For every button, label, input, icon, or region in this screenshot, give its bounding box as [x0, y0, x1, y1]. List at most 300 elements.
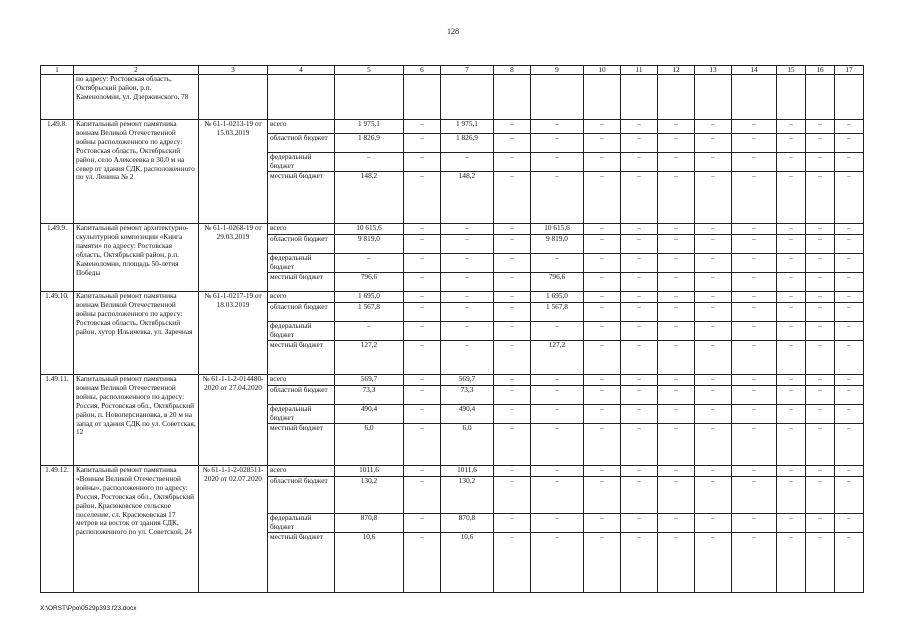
value-cell: – [777, 303, 806, 322]
value-cell: 73,3 [335, 386, 404, 405]
column-number-7: 7 [441, 66, 494, 75]
value-cell: – [777, 120, 806, 134]
budget-label-cell: всего [268, 292, 335, 303]
value-cell: – [584, 466, 621, 477]
value-cell: 9 819,0 [531, 235, 584, 254]
budget-label-cell: всего [268, 224, 335, 235]
item-id-cell: 1.49.11. [41, 375, 74, 466]
value-cell: – [695, 224, 732, 235]
continuation-row [41, 75, 864, 120]
item-id-cell: 1.49.12. [41, 466, 74, 593]
value-cell: – [584, 386, 621, 405]
value-cell: – [621, 322, 658, 341]
value-cell: – [441, 273, 494, 292]
value-cell: – [658, 254, 695, 273]
value-cell: – [621, 466, 658, 477]
page-number: 128 [447, 27, 459, 36]
value-cell: – [494, 405, 531, 424]
value-cell: – [494, 273, 531, 292]
value-cell: – [404, 172, 441, 224]
value-cell: – [835, 405, 864, 424]
value-cell: – [806, 424, 835, 466]
column-number-8: 8 [494, 66, 531, 75]
value-cell: – [777, 375, 806, 386]
value-cell: – [404, 224, 441, 235]
column-number-16: 16 [806, 66, 835, 75]
value-cell: – [835, 477, 864, 514]
value-cell: – [732, 273, 777, 292]
value-cell: – [658, 375, 695, 386]
value-cell: – [835, 303, 864, 322]
value-cell: – [732, 514, 777, 533]
table-row [41, 375, 864, 386]
value-cell: – [835, 424, 864, 466]
value-cell: – [658, 224, 695, 235]
value-cell: – [494, 477, 531, 514]
value-cell: – [658, 386, 695, 405]
value-cell [441, 75, 494, 120]
value-cell: 6,0 [441, 424, 494, 466]
budget-label-cell [268, 75, 335, 120]
value-cell: – [695, 235, 732, 254]
value-cell: – [335, 322, 404, 341]
value-cell: – [494, 120, 531, 134]
item-id-cell: 1.49.9. [41, 224, 74, 292]
table-row [41, 120, 864, 134]
value-cell: – [404, 273, 441, 292]
value-cell: – [584, 292, 621, 303]
value-cell: – [658, 322, 695, 341]
column-number-4: 4 [268, 66, 335, 75]
value-cell: – [404, 134, 441, 153]
value-cell: – [695, 477, 732, 514]
value-cell: 10,6 [335, 533, 404, 593]
budget-label-cell: всего [268, 466, 335, 477]
value-cell: – [732, 224, 777, 235]
value-cell: – [621, 153, 658, 172]
value-cell: 6,0 [335, 424, 404, 466]
value-cell: – [835, 466, 864, 477]
value-cell: – [806, 477, 835, 514]
value-cell: – [404, 341, 441, 375]
value-cell: – [658, 120, 695, 134]
value-cell: 130,2 [441, 477, 494, 514]
value-cell: – [494, 533, 531, 593]
value-cell: – [835, 254, 864, 273]
value-cell: – [806, 514, 835, 533]
table-row [41, 466, 864, 477]
item-description-cell: Капитальный ремонт архитектурно-скульптурной композиции «Книга памяти» по адресу: Ростовская область, Октябрьский район, р.п. Каменоломни, площадь 50-летия Победы [74, 224, 199, 292]
budget-label-cell: всего [268, 375, 335, 386]
value-cell: – [621, 341, 658, 375]
value-cell: – [584, 134, 621, 153]
value-cell: – [494, 322, 531, 341]
value-cell: 796,6 [335, 273, 404, 292]
item-id-cell: 1.49.8. [41, 120, 74, 224]
document-number-cell: № 61-1-1-2-028511-2020 от 02.07.2020 [199, 466, 268, 593]
value-cell [584, 75, 621, 120]
value-cell: – [806, 172, 835, 224]
value-cell: – [835, 322, 864, 341]
column-number-2: 2 [74, 66, 199, 75]
column-number-5: 5 [335, 66, 404, 75]
value-cell: – [777, 405, 806, 424]
value-cell [658, 75, 695, 120]
value-cell: – [695, 134, 732, 153]
value-cell: – [441, 341, 494, 375]
budget-label-cell: местный бюджет [268, 172, 335, 224]
value-cell: – [621, 273, 658, 292]
column-number-15: 15 [777, 66, 806, 75]
value-cell: 9 819,0 [335, 235, 404, 254]
value-cell: – [404, 375, 441, 386]
value-cell: – [404, 405, 441, 424]
value-cell: – [584, 533, 621, 593]
value-cell: – [732, 235, 777, 254]
value-cell: – [658, 153, 695, 172]
value-cell: – [777, 254, 806, 273]
value-cell: – [658, 172, 695, 224]
value-cell: – [531, 322, 584, 341]
value-cell: – [777, 466, 806, 477]
value-cell: – [658, 273, 695, 292]
value-cell: 870,8 [441, 514, 494, 533]
value-cell: – [404, 514, 441, 533]
value-cell: – [806, 273, 835, 292]
value-cell: – [584, 153, 621, 172]
value-cell: – [404, 292, 441, 303]
value-cell: – [441, 292, 494, 303]
value-cell: 127,2 [335, 341, 404, 375]
value-cell: 127,2 [531, 341, 584, 375]
value-cell: – [494, 172, 531, 224]
value-cell: – [404, 386, 441, 405]
value-cell: 1 826,9 [441, 134, 494, 153]
value-cell: – [335, 254, 404, 273]
budget-label-cell: областной бюджет [268, 134, 335, 153]
id-cell [41, 75, 74, 120]
budget-label-cell: местный бюджет [268, 341, 335, 375]
value-cell: 1011,6 [335, 466, 404, 477]
value-cell: – [494, 134, 531, 153]
value-cell: – [531, 405, 584, 424]
budget-label-cell: местный бюджет [268, 424, 335, 466]
budget-label-cell: областной бюджет [268, 303, 335, 322]
budget-label-cell: всего [268, 120, 335, 134]
value-cell: 569,7 [335, 375, 404, 386]
document-number-cell: № 61-1-1-2-014480-2020 от 27.04.2020 [199, 375, 268, 466]
value-cell: – [732, 424, 777, 466]
value-cell: – [695, 322, 732, 341]
value-cell: – [441, 224, 494, 235]
value-cell: – [335, 153, 404, 172]
value-cell: 10 615,6 [335, 224, 404, 235]
value-cell: – [777, 533, 806, 593]
value-cell: – [404, 303, 441, 322]
value-cell: – [531, 120, 584, 134]
value-cell: – [658, 292, 695, 303]
value-cell: – [658, 533, 695, 593]
budget-label-cell: федеральный бюджет [268, 514, 335, 533]
table-row [41, 292, 864, 303]
value-cell: – [732, 477, 777, 514]
value-cell: – [835, 224, 864, 235]
value-cell: – [531, 533, 584, 593]
value-cell: 130,2 [335, 477, 404, 514]
value-cell: – [404, 120, 441, 134]
value-cell: – [695, 514, 732, 533]
value-cell: 10 615,6 [531, 224, 584, 235]
value-cell: 1 567,8 [335, 303, 404, 322]
value-cell: – [494, 235, 531, 254]
item-description-cell: Капитальный ремонт памятника воинам Великой Отечественной войны расположенного по адресу: Ростовская область, Октябрьский район, хутор Ильичевка, ул. Заречная [74, 292, 199, 375]
value-cell: – [777, 322, 806, 341]
budget-label-cell: федеральный бюджет [268, 153, 335, 172]
value-cell: – [806, 386, 835, 405]
value-cell: – [494, 466, 531, 477]
value-cell: – [531, 386, 584, 405]
document-number-cell: № 61-1-0217-19 от 18.03.2019 [199, 292, 268, 375]
column-number-10: 10 [584, 66, 621, 75]
column-number-row [41, 66, 864, 75]
value-cell: – [695, 120, 732, 134]
value-cell: – [584, 120, 621, 134]
value-cell: 1 975,1 [335, 120, 404, 134]
value-cell: – [531, 254, 584, 273]
file-path-footer: X:\ORST\Ppo\0529p393.f23.docx [40, 605, 137, 612]
value-cell [621, 75, 658, 120]
value-cell: – [404, 153, 441, 172]
value-cell: – [621, 292, 658, 303]
value-cell: – [835, 120, 864, 134]
value-cell: – [695, 466, 732, 477]
value-cell: – [732, 303, 777, 322]
value-cell: – [732, 254, 777, 273]
value-cell: – [835, 134, 864, 153]
value-cell: 1 826,9 [335, 134, 404, 153]
value-cell: – [621, 514, 658, 533]
value-cell: – [404, 477, 441, 514]
value-cell: – [584, 172, 621, 224]
value-cell: – [584, 477, 621, 514]
value-cell: – [695, 292, 732, 303]
value-cell: – [835, 273, 864, 292]
value-cell [404, 75, 441, 120]
value-cell: – [494, 292, 531, 303]
value-cell [732, 75, 777, 120]
value-cell: – [584, 235, 621, 254]
item-id-cell: 1.49.10. [41, 292, 74, 375]
value-cell: – [441, 254, 494, 273]
value-cell: – [584, 303, 621, 322]
item-description-cell: Капитальный ремонт памятника «Воинам Великой Отечественной войны», расположенного по адресу: Россия, Ростовская обл., Октябрьский район, Красюковское сельское поселение, сл. Красюковская 17 метров на восток от здания СДК, расположенного по ул. Советской, 24 [74, 466, 199, 593]
item-description-cell: Капитальный ремонт памятника воинам Великой Отечественной войны, расположенного по адресу: Россия, Ростовская обл., Октябрьский район, п. Новоперсиановка, в 20 м на запад от здания СДК по ул. Советская, 12 [74, 375, 199, 466]
value-cell: – [658, 466, 695, 477]
value-cell: – [777, 386, 806, 405]
value-cell: – [835, 172, 864, 224]
budget-label-cell: областной бюджет [268, 386, 335, 405]
value-cell: – [531, 424, 584, 466]
value-cell: – [732, 292, 777, 303]
value-cell: – [494, 424, 531, 466]
value-cell: – [621, 235, 658, 254]
value-cell: – [531, 466, 584, 477]
description-cell: по адресу: Ростовская область, Октябрьский район, р.п. Каменоломни, ул. Дзержинского, 78 [74, 75, 199, 120]
value-cell: – [658, 303, 695, 322]
column-number-9: 9 [531, 66, 584, 75]
value-cell: – [441, 235, 494, 254]
value-cell: – [835, 341, 864, 375]
value-cell: – [494, 303, 531, 322]
budget-label-cell: областной бюджет [268, 477, 335, 514]
value-cell: – [777, 341, 806, 375]
value-cell: – [777, 153, 806, 172]
value-cell: – [732, 134, 777, 153]
value-cell: – [806, 375, 835, 386]
value-cell: – [695, 405, 732, 424]
value-cell: – [404, 254, 441, 273]
value-cell: – [584, 254, 621, 273]
value-cell: 490,4 [335, 405, 404, 424]
value-cell: – [732, 386, 777, 405]
value-cell: – [584, 341, 621, 375]
value-cell: – [695, 303, 732, 322]
value-cell: – [835, 533, 864, 593]
value-cell: – [404, 424, 441, 466]
value-cell: – [777, 134, 806, 153]
value-cell: – [494, 224, 531, 235]
column-number-11: 11 [621, 66, 658, 75]
value-cell [835, 75, 864, 120]
value-cell: 1 695,0 [531, 292, 584, 303]
value-cell: – [732, 405, 777, 424]
value-cell: – [777, 273, 806, 292]
budget-label-cell: местный бюджет [268, 533, 335, 593]
value-cell: – [732, 341, 777, 375]
value-cell: – [806, 120, 835, 134]
value-cell: – [806, 292, 835, 303]
budget-label-cell: федеральный бюджет [268, 322, 335, 341]
value-cell: – [777, 514, 806, 533]
value-cell: – [658, 235, 695, 254]
value-cell: – [835, 386, 864, 405]
value-cell: – [806, 224, 835, 235]
value-cell: – [584, 424, 621, 466]
value-cell: 148,2 [335, 172, 404, 224]
value-cell: – [494, 153, 531, 172]
document-number-cell: № 61-1-0213-19 от 15.03.2019 [199, 120, 268, 224]
value-cell: – [584, 224, 621, 235]
value-cell: – [441, 153, 494, 172]
value-cell: – [494, 375, 531, 386]
column-number-17: 17 [835, 66, 864, 75]
value-cell: – [621, 477, 658, 514]
value-cell [777, 75, 806, 120]
value-cell: – [658, 477, 695, 514]
column-number-3: 3 [199, 66, 268, 75]
value-cell: – [494, 341, 531, 375]
value-cell: – [732, 466, 777, 477]
value-cell: – [777, 224, 806, 235]
value-cell [695, 75, 732, 120]
value-cell: – [806, 322, 835, 341]
budget-label-cell: областной бюджет [268, 235, 335, 254]
value-cell: – [531, 477, 584, 514]
value-cell: – [695, 153, 732, 172]
value-cell: – [621, 303, 658, 322]
value-cell: 73,3 [441, 386, 494, 405]
value-cell: – [658, 341, 695, 375]
column-number-13: 13 [695, 66, 732, 75]
value-cell: – [806, 153, 835, 172]
value-cell [494, 75, 531, 120]
table-row [41, 224, 864, 235]
value-cell: – [695, 424, 732, 466]
value-cell: – [806, 466, 835, 477]
value-cell: – [835, 292, 864, 303]
value-cell: – [531, 134, 584, 153]
value-cell: – [835, 375, 864, 386]
value-cell: 1 567,8 [531, 303, 584, 322]
value-cell: – [806, 303, 835, 322]
budget-label-cell: федеральный бюджет [268, 405, 335, 424]
value-cell: – [732, 172, 777, 224]
value-cell: – [732, 375, 777, 386]
column-number-12: 12 [658, 66, 695, 75]
value-cell: – [584, 375, 621, 386]
value-cell: – [806, 405, 835, 424]
value-cell: 10,6 [441, 533, 494, 593]
value-cell: – [494, 386, 531, 405]
value-cell: 490,4 [441, 405, 494, 424]
value-cell: – [621, 386, 658, 405]
value-cell: 796,6 [531, 273, 584, 292]
document-number-cell: № 61-1-0268-19 от 29.03.2019 [199, 224, 268, 292]
value-cell: – [658, 514, 695, 533]
value-cell: – [621, 533, 658, 593]
budget-label-cell: федеральный бюджет [268, 254, 335, 273]
value-cell [531, 75, 584, 120]
value-cell: – [777, 477, 806, 514]
value-cell: – [404, 322, 441, 341]
value-cell: – [695, 172, 732, 224]
value-cell: – [404, 466, 441, 477]
value-cell: – [621, 172, 658, 224]
value-cell: – [658, 405, 695, 424]
value-cell: – [732, 322, 777, 341]
value-cell: – [621, 405, 658, 424]
budget-label-cell: местный бюджет [268, 273, 335, 292]
value-cell: – [621, 254, 658, 273]
value-cell: – [835, 235, 864, 254]
value-cell: – [494, 514, 531, 533]
value-cell: – [835, 514, 864, 533]
value-cell: – [806, 341, 835, 375]
value-cell: – [806, 533, 835, 593]
value-cell: – [494, 254, 531, 273]
value-cell: – [584, 273, 621, 292]
value-cell: – [584, 405, 621, 424]
value-cell: – [404, 533, 441, 593]
value-cell: – [695, 386, 732, 405]
value-cell: – [621, 134, 658, 153]
value-cell: – [732, 153, 777, 172]
value-cell: 148,2 [441, 172, 494, 224]
value-cell: – [732, 120, 777, 134]
value-cell: – [777, 292, 806, 303]
value-cell: – [658, 424, 695, 466]
item-description-cell: Капитальный ремонт памятника воинам Великой Отечественной войны расположенного по адресу: Ростовская область, Октябрьский район, село Алексеевка в 30,0 м на север от здания СДК, расположенного по ул. Ленина № 2 [74, 120, 199, 224]
